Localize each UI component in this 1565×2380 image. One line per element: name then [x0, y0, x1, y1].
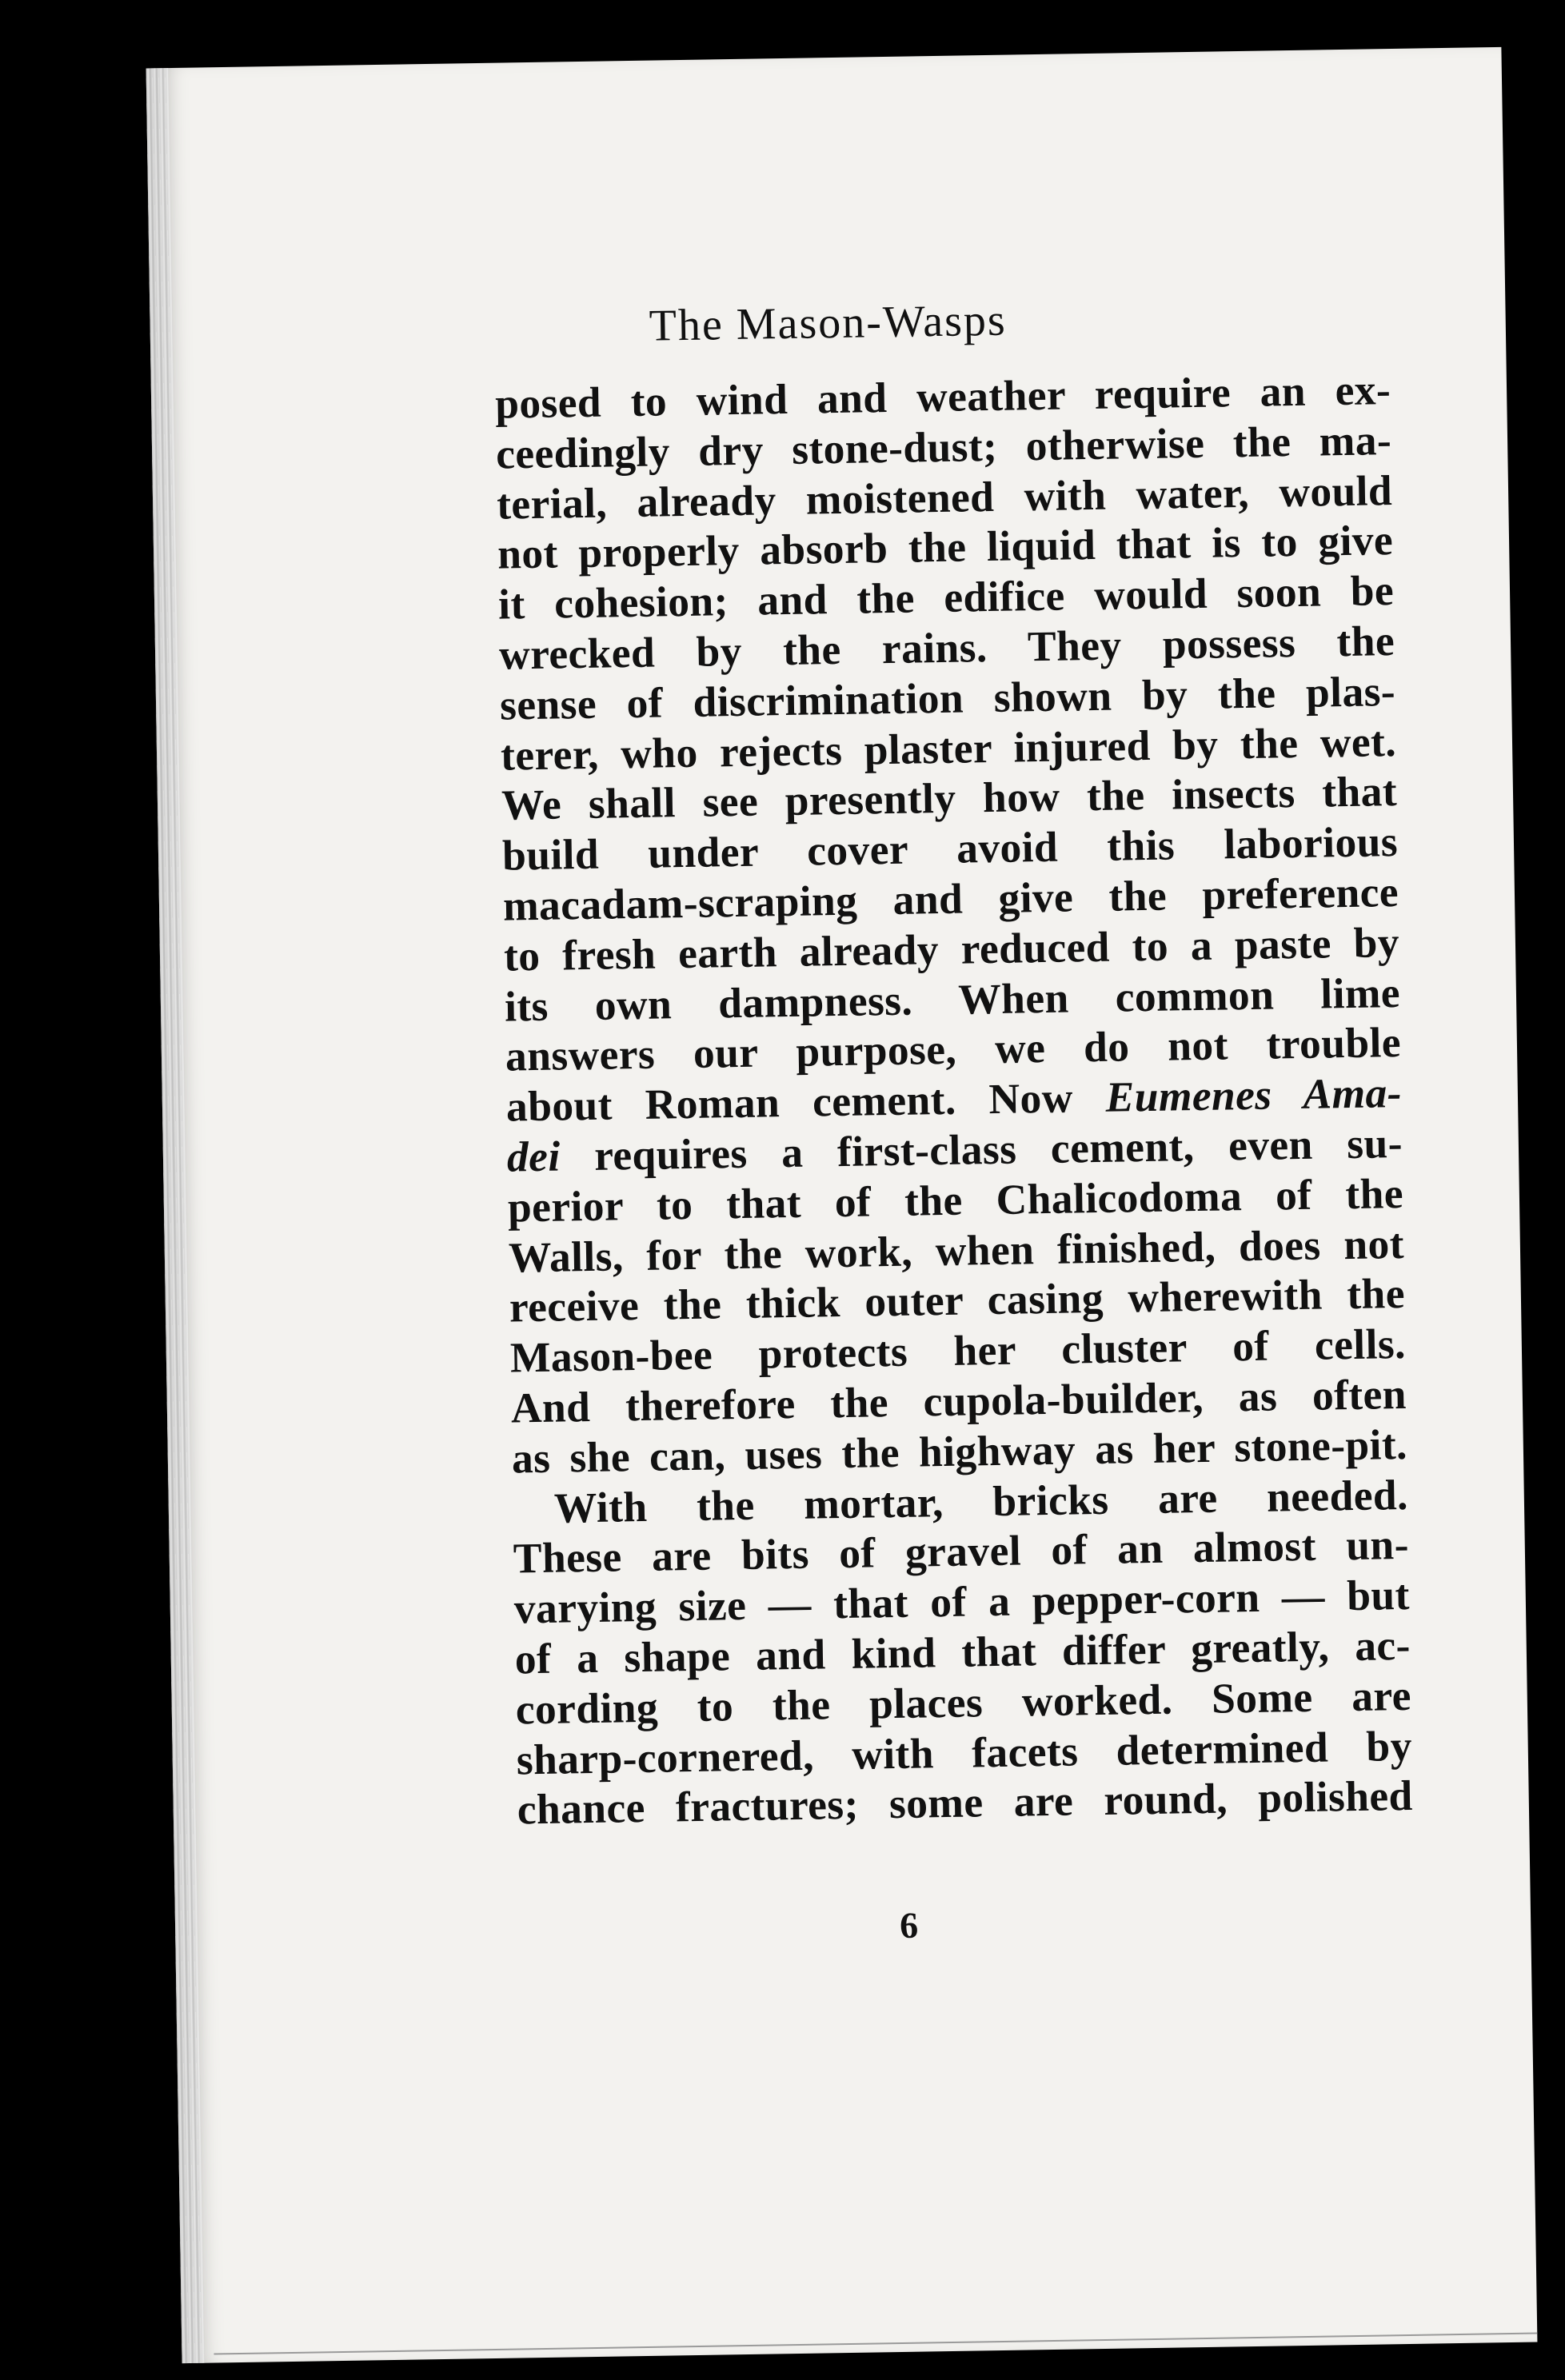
page-number: 6: [899, 1904, 919, 1946]
text-line: perior to that of the Chalicodoma of the: [507, 1168, 1404, 1232]
text-line: to fresh earth already reduced to a paste by: [503, 917, 1400, 980]
text-line: Walls, for the work, when finished, does not: [508, 1219, 1405, 1282]
italic-species-name: dei: [506, 1132, 561, 1181]
text-line: These are bits of gravel of an almost un-: [513, 1520, 1410, 1583]
text-line: sense of discrimination shown by the plas-: [499, 666, 1396, 729]
running-head: The Mason-Wasps: [649, 295, 1008, 351]
text-line: terial, already moistened with water, would: [496, 465, 1393, 529]
book-page: [146, 47, 1538, 2363]
text-line: ceedingly dry stone-dust; otherwise the ma-: [495, 415, 1392, 478]
text-line: posed to wind and weather require an ex-: [494, 365, 1391, 428]
body-text: [495, 365, 1413, 1835]
page-bottom-edge: [214, 2333, 1537, 2355]
text-line: sharp-cornered, with facets determined by: [516, 1721, 1413, 1783]
text-line: answers our purpose, we do not trouble: [505, 1018, 1402, 1080]
text-line: terer, who rejects plaster injured by the wet.: [500, 717, 1397, 780]
text-line: Mason-bee protects her cluster of cells.: [509, 1320, 1407, 1382]
page-gutter-edge: [146, 68, 205, 2363]
text-line: of a shape and kind that differ greatly, ac-: [514, 1620, 1411, 1683]
text-line: chance fractures; some are round, polished: [517, 1771, 1414, 1834]
text-line: macadam-scraping and give the preference: [502, 867, 1399, 930]
text-line: its own dampness. When common lime: [504, 968, 1401, 1031]
text-line-paragraph-start: With the mortar, bricks are needed.: [553, 1470, 1409, 1532]
text-segment: requires a first-class cement, even su-: [593, 1118, 1403, 1180]
text-line: cording to the places worked. Some are: [515, 1671, 1412, 1734]
text-segment: about Roman cement. Now: [505, 1073, 1074, 1131]
italic-species-name: Eumenes Ama-: [1105, 1068, 1403, 1121]
text-line: build under cover avoid this laborious: [501, 817, 1399, 880]
text-line: varying size — that of a pepper-corn — but: [513, 1571, 1411, 1633]
text-line: it cohesion; and the edifice would soon be: [497, 566, 1395, 629]
text-line: We shall see presently how the insects that: [501, 767, 1398, 829]
text-line: And therefore the cupola-builder, as often: [510, 1369, 1407, 1432]
text-line: as she can, uses the highway as her stone-pit.: [511, 1420, 1408, 1483]
text-line: receive the thick outer casing wherewith the: [509, 1269, 1406, 1332]
text-line: not properly absorb the liquid that is to give: [497, 516, 1394, 579]
text-line: wrecked by the rains. They possess the: [498, 617, 1395, 679]
